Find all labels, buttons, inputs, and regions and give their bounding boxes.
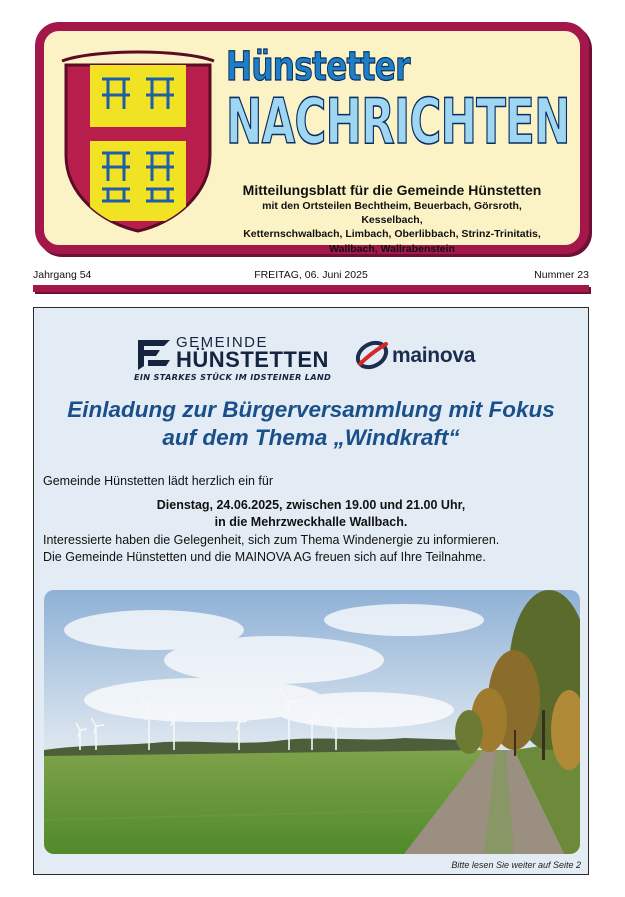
masthead-localities-line: Ketternschwalbach, Limbach, Oberlibbach, Strinz-Trinitatis, [243, 228, 541, 240]
continue-reading-note: Bitte lesen Sie weiter auf Seite 2 [451, 860, 581, 870]
issue-date: FREITAG, 06. Juni 2025 [254, 269, 368, 281]
gemeinde-logo-mark-icon [134, 336, 174, 372]
masthead [35, 22, 589, 254]
gemeinde-logo-slogan: EIN STARKES STÜCK IM IDSTEINER LAND [134, 372, 332, 382]
announcement-intro: Gemeinde Hünstetten lädt herzlich ein für [43, 474, 273, 488]
gemeinde-logo [134, 334, 344, 380]
announcement-box [33, 307, 589, 875]
issue-volume: Jahrgang 54 [33, 269, 92, 281]
masthead-title-line2: NACHRICHTEN [226, 85, 570, 158]
issue-number: Nummer 23 [534, 269, 589, 281]
masthead-subtitle: Mitteilungsblatt für die Gemeinde Hünstetten [242, 182, 542, 198]
event-details [34, 497, 588, 531]
headline-line: Einladung zur Bürgerversammlung mit Fokus [67, 397, 555, 422]
gemeinde-logo-name: HÜNSTETTEN [176, 347, 329, 372]
masthead-divider [33, 285, 589, 292]
issue-info-row [33, 268, 589, 282]
wind-turbines-field-photo [44, 590, 580, 854]
masthead-localities-line: mit den Ortsteilen Bechtheim, Beuerbach, Görsroth, Kesselbach, [262, 200, 522, 226]
headline-line: auf dem Thema „Windkraft“ [162, 425, 460, 450]
announcement-body [43, 532, 499, 566]
body-line: Die Gemeinde Hünstetten und die MAINOVA AG freuen sich auf Ihre Teilnahme. [43, 550, 486, 564]
gemeinde-logo-top: GEMEINDE [176, 334, 269, 351]
event-datetime: Dienstag, 24.06.2025, zwischen 19.00 und 21.00 Uhr, [156, 498, 466, 512]
masthead-subtitle-block [232, 181, 552, 256]
mainova-logo-text: mainova [392, 344, 476, 367]
announcement-headline [34, 396, 588, 452]
coat-of-arms-icon [54, 45, 222, 233]
masthead-localities-line: Wallbach, Wallrabenstein [329, 242, 455, 255]
mainova-swirl-icon [354, 338, 390, 372]
body-line: Interessierte haben die Gelegenheit, sich zum Thema Windenergie zu informieren. [43, 533, 500, 547]
masthead-title-line1: Hünstetter [226, 44, 410, 90]
event-location: in die Mehrzweckhalle Wallbach. [214, 515, 408, 529]
mainova-logo [354, 338, 494, 374]
